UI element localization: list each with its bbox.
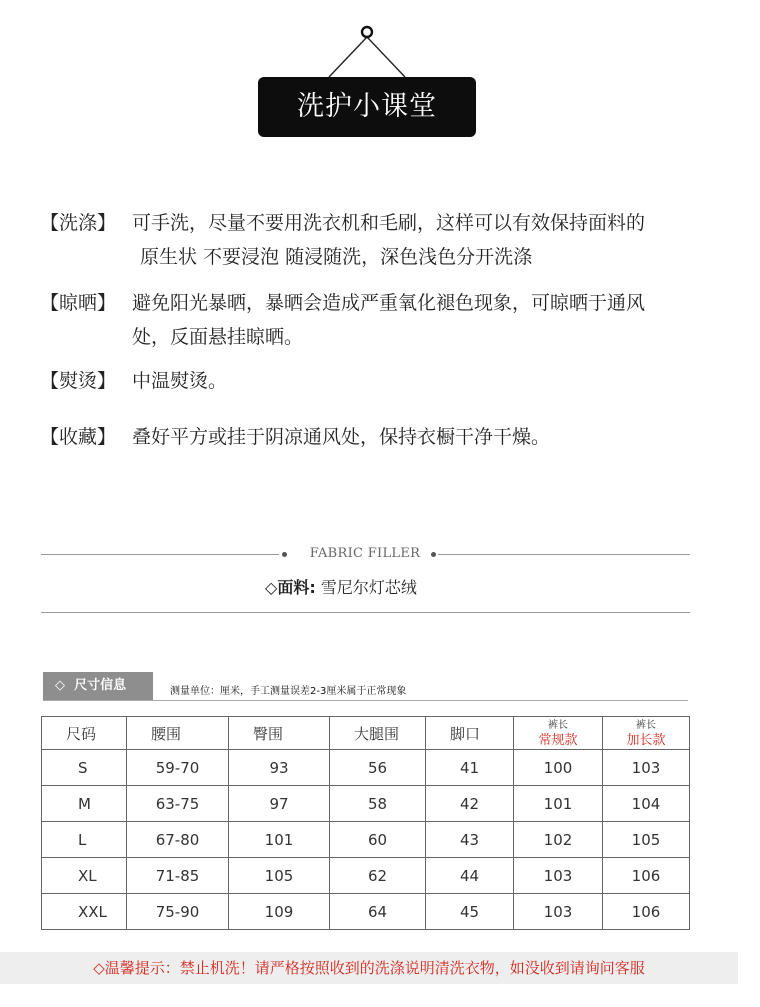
- measurement-cell: 100: [514, 750, 603, 786]
- divider: [438, 554, 690, 555]
- care-text: 叠好平方或挂于阴凉通风处，保持衣橱干净干燥。: [132, 426, 551, 448]
- length-long-label: 加长款: [626, 733, 666, 748]
- length-header-top: 裤长: [636, 720, 656, 731]
- divider-dot: [431, 552, 436, 557]
- table-row: [42, 822, 690, 858]
- care-label: 【熨烫】: [40, 370, 117, 392]
- column-header: 脚口: [426, 717, 514, 750]
- care-text-continued: 处，反面悬挂晾晒。: [132, 326, 304, 348]
- measurement-cell: 109: [229, 894, 330, 930]
- divider: [43, 700, 688, 701]
- measurement-cell: 101: [514, 786, 603, 822]
- column-header: 腰围: [127, 717, 229, 750]
- measurement-cell: 106: [603, 858, 690, 894]
- measurement-cell: 62: [330, 858, 426, 894]
- measurement-cell: 101: [229, 822, 330, 858]
- table-row: [42, 858, 690, 894]
- size-cell: XXL: [42, 894, 127, 930]
- measurement-cell: 60: [330, 822, 426, 858]
- measurement-cell: 59-70: [127, 750, 229, 786]
- divider: [41, 612, 690, 613]
- care-text: 可手洗，尽量不要用洗衣机和毛刷，这样可以有效保持面料的: [132, 212, 646, 234]
- measurement-note: 测量单位：厘米，手工测量误差2-3厘米属于正常现象: [170, 686, 407, 697]
- fabric-section-title: FABRIC FILLER: [309, 546, 421, 561]
- measurement-cell: 45: [426, 894, 514, 930]
- measurement-cell: 67-80: [127, 822, 229, 858]
- measurement-cell: 102: [514, 822, 603, 858]
- care-text: 避免阳光暴晒，暴晒会造成严重氧化褪色现象，可晾晒于通风: [132, 292, 646, 314]
- page-title: 洗护小课堂: [258, 77, 476, 137]
- divider: [41, 554, 279, 555]
- length-header-top: 裤长: [548, 720, 568, 731]
- size-cell: XL: [42, 858, 127, 894]
- diamond-icon: ◇: [265, 578, 278, 597]
- fabric-value: 雪尼尔灯芯绒: [320, 578, 417, 597]
- measurement-cell: 103: [514, 858, 603, 894]
- column-header-length-regular: [514, 717, 603, 750]
- measurement-cell: 75-90: [127, 894, 229, 930]
- measurement-cell: 42: [426, 786, 514, 822]
- care-label: 【收藏】: [40, 426, 117, 448]
- measurement-cell: 63-75: [127, 786, 229, 822]
- fabric-line: [265, 575, 417, 598]
- fabric-label: 面料:: [277, 578, 316, 597]
- size-cell: S: [42, 750, 127, 786]
- size-info-label: 尺寸信息: [74, 678, 127, 693]
- table-row: [42, 786, 690, 822]
- size-table: [41, 716, 690, 930]
- measurement-cell: 43: [426, 822, 514, 858]
- measurement-cell: 44: [426, 858, 514, 894]
- measurement-cell: 103: [514, 894, 603, 930]
- measurement-cell: 104: [603, 786, 690, 822]
- size-cell: M: [42, 786, 127, 822]
- length-regular-label: 常规款: [538, 733, 578, 748]
- table-row: [42, 894, 690, 930]
- care-text: 中温熨烫。: [132, 370, 228, 392]
- table-header-row: [42, 717, 690, 750]
- warning-banner: ◇温馨提示：禁止机洗！请严格按照收到的洗涤说明清洗衣物，如没收到请询问客服: [0, 952, 738, 984]
- measurement-cell: 105: [603, 822, 690, 858]
- measurement-cell: 97: [229, 786, 330, 822]
- column-header: 大腿围: [330, 717, 426, 750]
- care-text-continued: 原生状 不要浸泡 随浸随洗，深色浅色分开洗涤: [140, 246, 533, 268]
- diamond-icon: ◇: [55, 678, 65, 693]
- measurement-cell: 56: [330, 750, 426, 786]
- measurement-cell: 105: [229, 858, 330, 894]
- table-row: [42, 750, 690, 786]
- measurement-cell: 58: [330, 786, 426, 822]
- measurement-cell: 103: [603, 750, 690, 786]
- size-info-tab: [43, 672, 153, 700]
- measurement-cell: 41: [426, 750, 514, 786]
- care-label: 【洗涤】: [40, 212, 117, 234]
- column-header: 尺码: [42, 717, 127, 750]
- measurement-cell: 71-85: [127, 858, 229, 894]
- care-label: 【晾晒】: [40, 292, 117, 314]
- measurement-cell: 93: [229, 750, 330, 786]
- divider-dot: [282, 552, 287, 557]
- column-header: 臀围: [229, 717, 330, 750]
- measurement-cell: 64: [330, 894, 426, 930]
- measurement-cell: 106: [603, 894, 690, 930]
- column-header-length-long: [603, 717, 690, 750]
- size-cell: L: [42, 822, 127, 858]
